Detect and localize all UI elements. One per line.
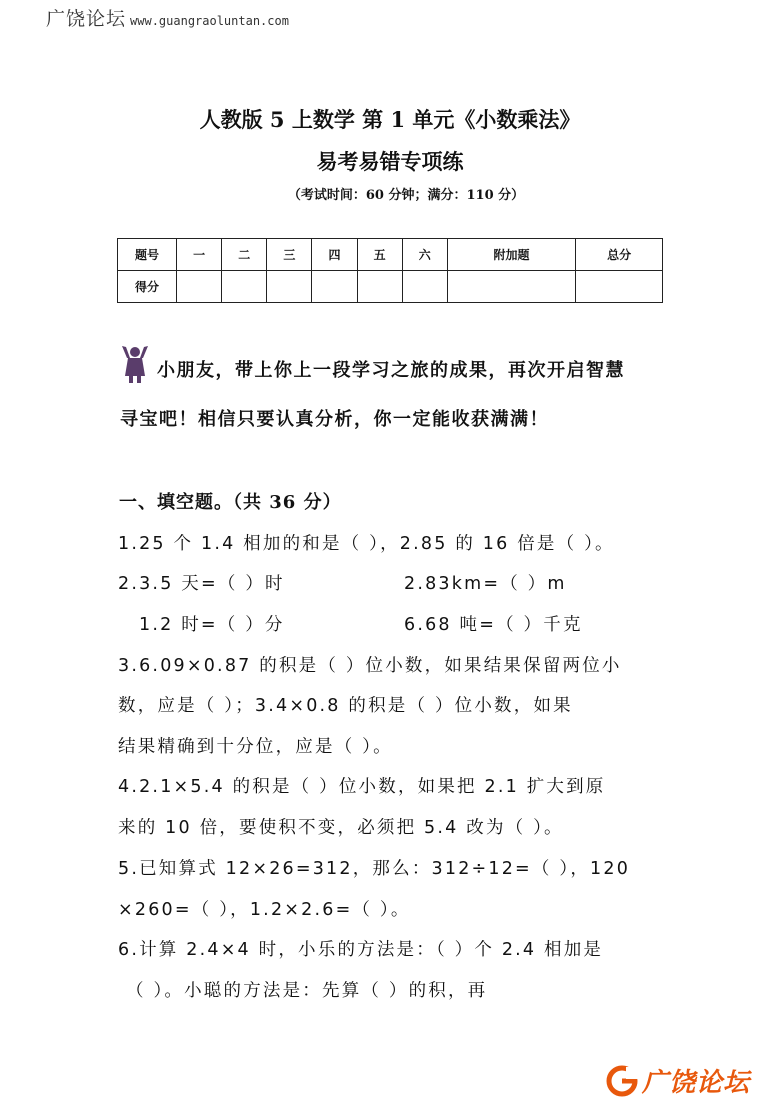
document-title: 人教版 5 上数学 第 1 单元《小数乘法》 bbox=[199, 107, 581, 132]
watermark-brand: 广饶论坛 bbox=[46, 8, 127, 30]
score-header-cell: 二 bbox=[222, 239, 267, 271]
score-header-cell: 总分 bbox=[576, 239, 663, 271]
question-4-line-1: 4.2.1×5.4 的积是（ ）位小数，如果把 2.1 扩大到原 bbox=[118, 777, 606, 797]
question-3-line-3: 结果精确到十分位，应是（ ）。 bbox=[118, 737, 393, 757]
question-3-line-2: 数，应是（ ）；3.4×0.8 的积是（ ）位小数，如果 bbox=[118, 696, 573, 716]
question-2c: 1.2 时=（ ）分 bbox=[139, 615, 285, 635]
question-3-line-1: 3.6.09×0.87 的积是（ ）位小数，如果结果保留两位小 bbox=[118, 656, 622, 676]
score-cell[interactable] bbox=[267, 271, 312, 303]
score-cell[interactable] bbox=[177, 271, 222, 303]
intro-line-2: 寻宝吧！相信只要认真分析，你一定能收获满满！ bbox=[120, 409, 549, 430]
score-cell[interactable] bbox=[402, 271, 447, 303]
score-table bbox=[117, 238, 663, 303]
score-cell[interactable] bbox=[357, 271, 402, 303]
question-2d: 6.68 吨=（ ）千克 bbox=[404, 615, 583, 635]
score-cell[interactable] bbox=[576, 271, 663, 303]
score-table-header-row bbox=[118, 239, 663, 271]
score-header-cell: 四 bbox=[312, 239, 357, 271]
score-cell[interactable] bbox=[222, 271, 267, 303]
exam-info: （考试时间：60 分钟；满分：110 分） bbox=[287, 188, 525, 203]
footer-logo-text: 广饶论坛 bbox=[642, 1068, 751, 1098]
score-cell[interactable] bbox=[447, 271, 575, 303]
logo-mark-icon bbox=[606, 1065, 638, 1097]
score-header-cell: 三 bbox=[267, 239, 312, 271]
question-6-line-2: （ ）。小聪的方法是：先算（ ）的积，再 bbox=[126, 981, 488, 1001]
question-5-line-2: ×260=（ ），1.2×2.6=（ ）。 bbox=[118, 900, 411, 920]
question-6-line-1: 6.计算 2.4×4 时，小乐的方法是：（ ）个 2.4 相加是 bbox=[118, 940, 604, 960]
score-header-cell: 一 bbox=[177, 239, 222, 271]
document-subtitle: 易考易错专项练 bbox=[316, 149, 464, 174]
footer-logo bbox=[606, 1062, 750, 1099]
question-2a: 2.3.5 天=（ ）时 bbox=[118, 574, 285, 594]
score-cell[interactable] bbox=[312, 271, 357, 303]
intro-line-1: 小朋友，带上你上一段学习之旅的成果，再次开启智慧 bbox=[157, 360, 625, 381]
question-2b: 2.83km=（ ）m bbox=[404, 574, 567, 594]
score-header-cell: 五 bbox=[357, 239, 402, 271]
cheering-girl-icon bbox=[118, 344, 152, 384]
question-4-line-2: 来的 10 倍，要使积不变，必须把 5.4 改为（ ）。 bbox=[118, 818, 564, 838]
watermark-top bbox=[46, 4, 289, 31]
score-header-cell: 六 bbox=[402, 239, 447, 271]
question-5-line-1: 5.已知算式 12×26=312，那么：312÷12=（ ），120 bbox=[118, 859, 631, 879]
section-title-fill-in: 一、填空题。（共 36 分） bbox=[119, 492, 342, 513]
score-table-score-row bbox=[118, 271, 663, 303]
score-row-label: 得分 bbox=[118, 271, 177, 303]
question-1: 1.25 个 1.4 相加的和是（ ），2.85 的 16 倍是（ ）。 bbox=[118, 534, 615, 554]
score-header-cell: 附加题 bbox=[447, 239, 575, 271]
score-header-cell: 题号 bbox=[118, 239, 177, 271]
watermark-url: www.guangraoluntan.com bbox=[130, 14, 289, 28]
